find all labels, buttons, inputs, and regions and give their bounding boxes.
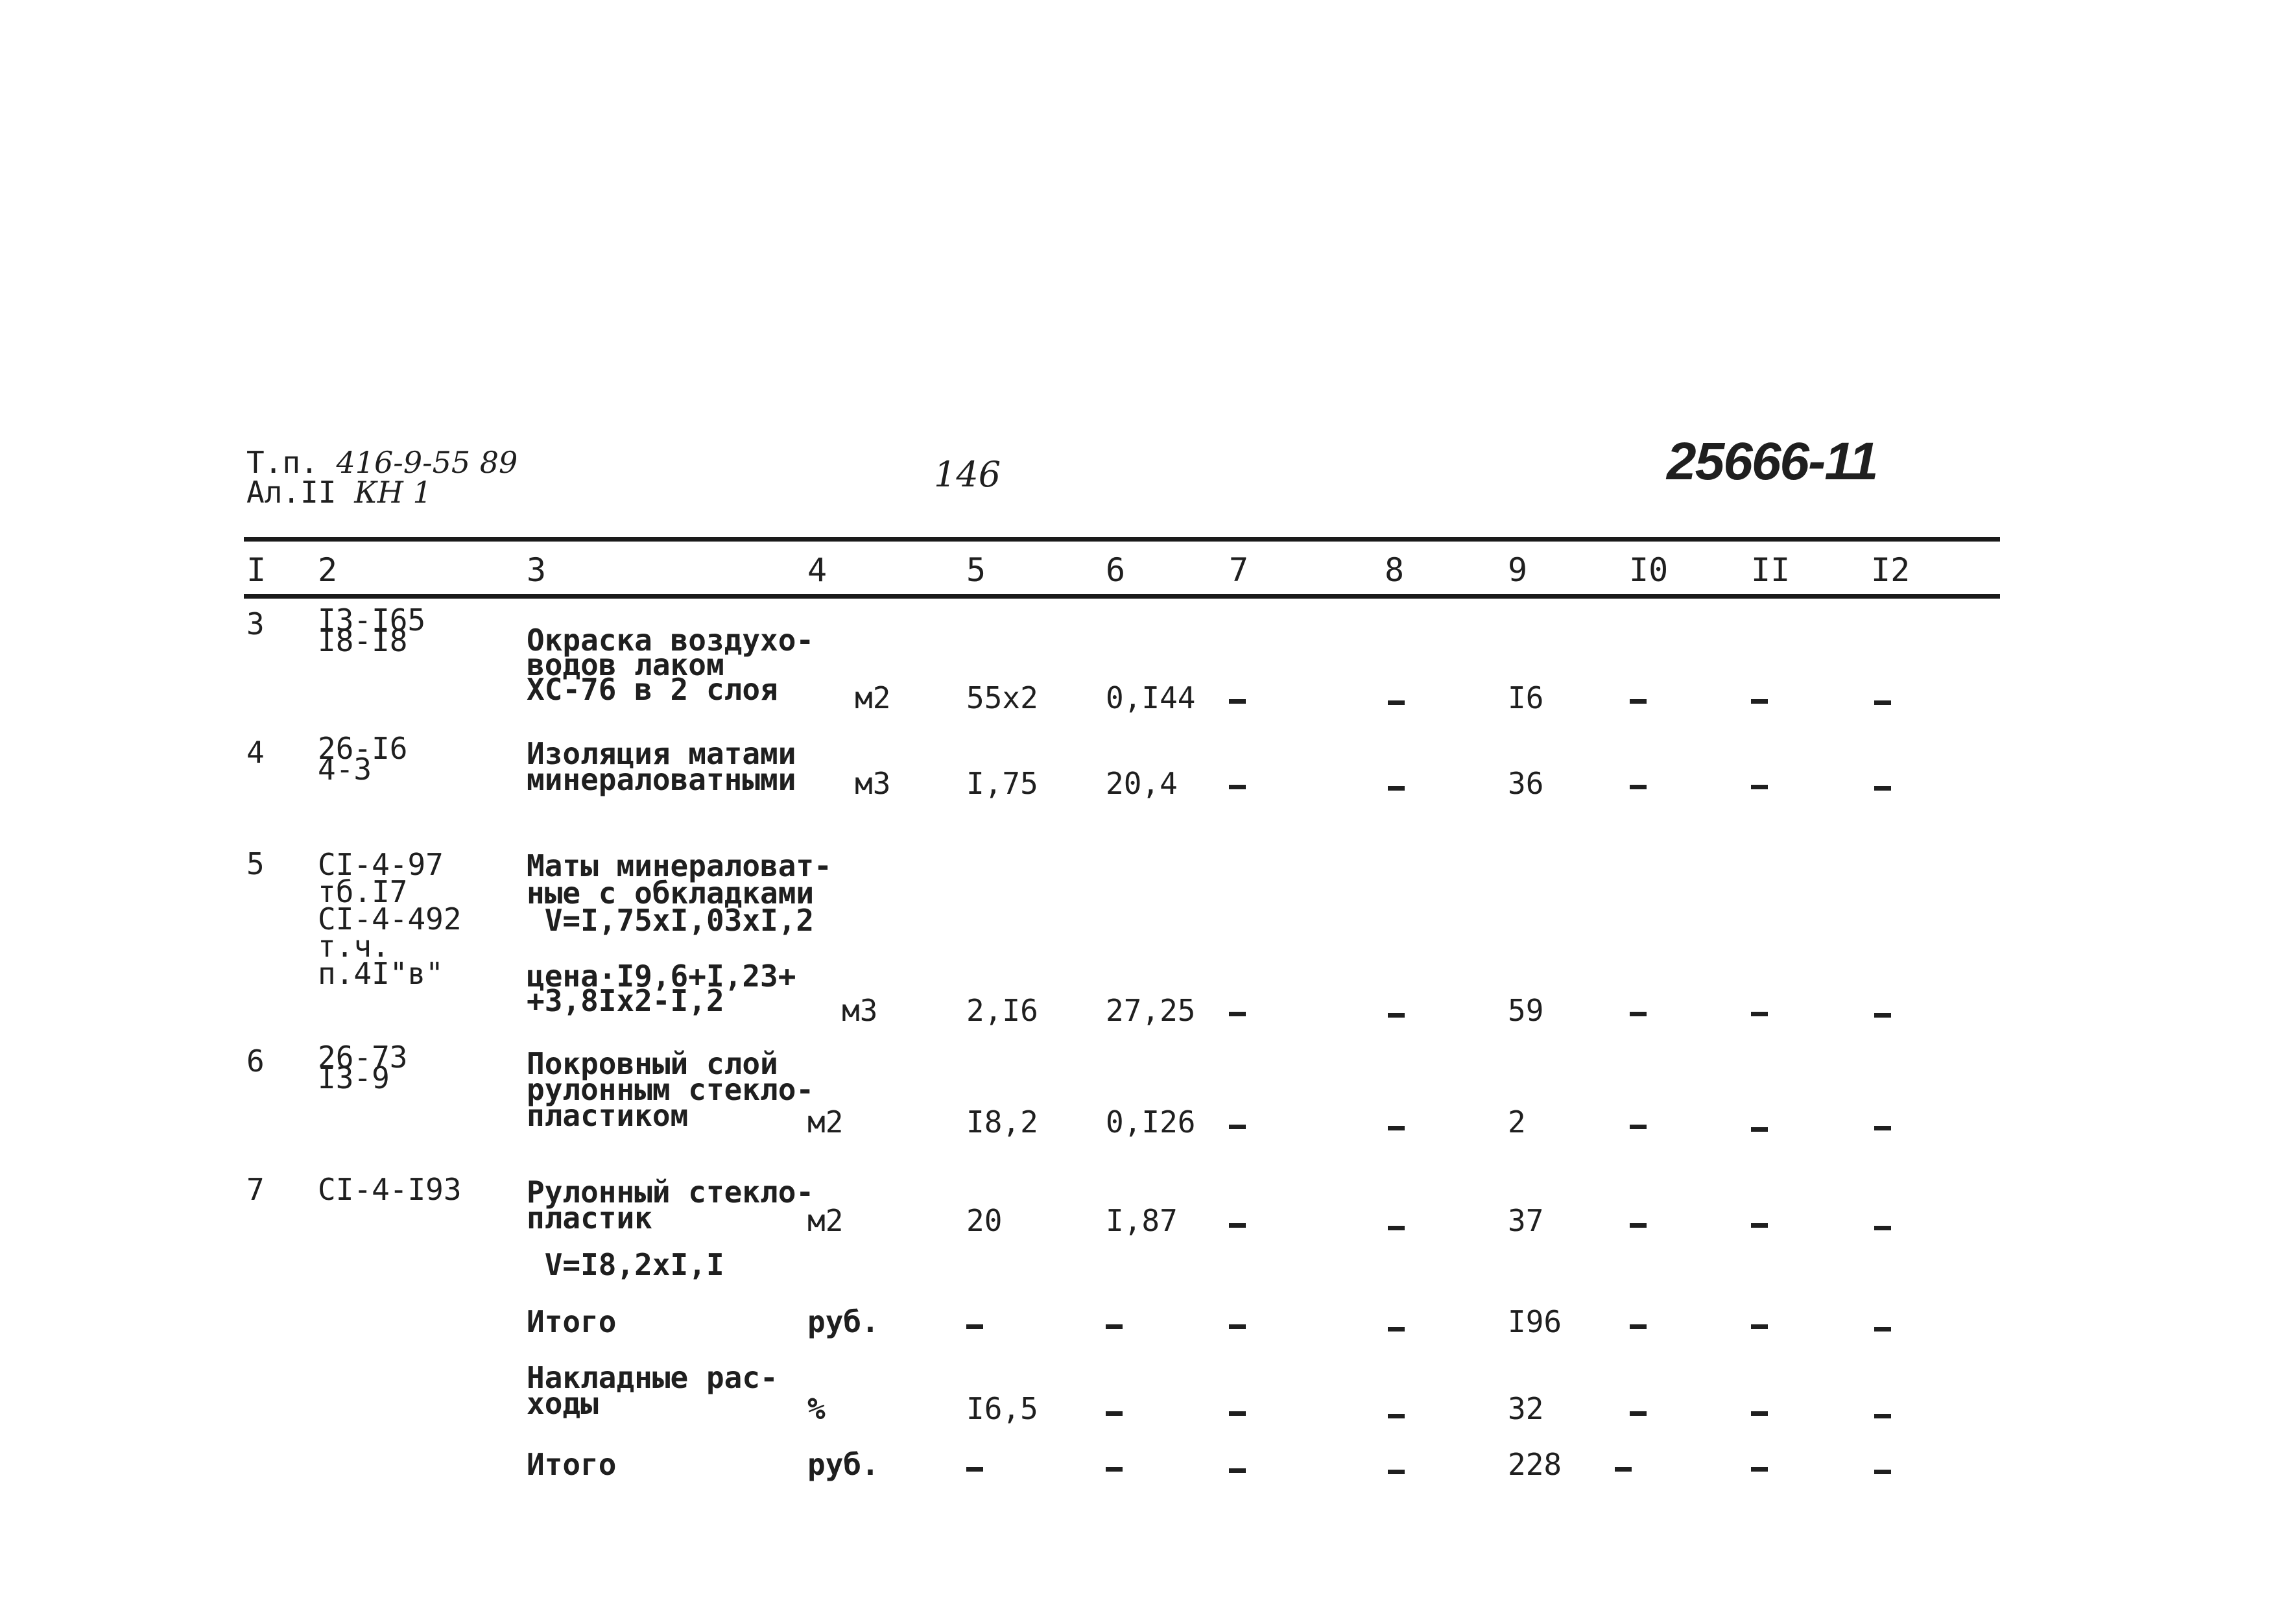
row-cost: 2 [1508, 1105, 1526, 1140]
column-number-12: I2 [1871, 551, 1911, 589]
dash-col11 [1751, 1127, 1768, 1132]
row-unit-price: 27,25 [1106, 993, 1196, 1028]
row-cost: I6 [1508, 680, 1544, 715]
total-label: Итого [527, 1304, 617, 1339]
document-number: 25666-11 [1667, 432, 1877, 491]
dash-col12 [1874, 1414, 1891, 1418]
column-number-8: 8 [1385, 551, 1405, 589]
dash-col5 [966, 1467, 983, 1472]
dash-col5 [966, 1324, 983, 1329]
row-code: CI-4-I93 [318, 1172, 462, 1207]
row-unit: м2 [807, 1105, 844, 1140]
row-number: 7 [246, 1172, 265, 1207]
dash-col10 [1615, 1467, 1632, 1472]
dash-col10 [1630, 699, 1647, 704]
page-number: 146 [934, 454, 1001, 495]
row-quantity: 55х2 [966, 680, 1038, 715]
dash-col10 [1630, 1125, 1647, 1129]
header-left-line1 [246, 445, 518, 480]
header-series-handwritten: 416-9-55 89 [336, 445, 518, 480]
dash-col11 [1751, 1411, 1768, 1416]
table-header-rule [244, 594, 2000, 599]
column-number-9: 9 [1508, 551, 1528, 589]
dash-col6 [1106, 1467, 1123, 1472]
total-label: Итого [527, 1447, 617, 1482]
row-number: 5 [246, 846, 265, 881]
row-unit: м2 [855, 680, 891, 715]
dash-col6 [1106, 1411, 1123, 1416]
column-number-5: 5 [966, 551, 986, 589]
dash-col7 [1229, 1324, 1246, 1329]
dash-col12 [1874, 1226, 1891, 1230]
row-description: Рулонный стекло- пластик [527, 1175, 815, 1236]
dash-col7 [1229, 1223, 1246, 1228]
row-number: 3 [246, 606, 265, 641]
header-left-block [246, 445, 518, 510]
column-number-10: I0 [1629, 551, 1669, 589]
row-unit-price: I,87 [1106, 1203, 1178, 1238]
dash-col8 [1388, 1126, 1405, 1130]
dash-col11 [1751, 1012, 1768, 1016]
total-unit: руб. [807, 1304, 879, 1339]
dash-col11 [1751, 1223, 1768, 1228]
column-number-2: 2 [318, 551, 338, 589]
row-unit: м2 [807, 1203, 844, 1238]
row-price-formula: цена·I9,6+I,23+ +3,8Iх2-I,2 [527, 959, 796, 1018]
row-unit-price: 0,I26 [1106, 1105, 1196, 1140]
dash-col12 [1874, 1013, 1891, 1018]
dash-col10 [1630, 1012, 1647, 1016]
total-cost: 32 [1508, 1391, 1544, 1426]
dash-col7 [1229, 699, 1246, 704]
row-unit-price: 20,4 [1106, 766, 1178, 801]
table-top-rule [244, 537, 2000, 542]
dash-col7 [1229, 1125, 1246, 1129]
dash-col7 [1229, 1012, 1246, 1016]
dash-col8 [1388, 1013, 1405, 1018]
total-label: Накладные рас- ходы [527, 1360, 778, 1421]
column-number-4: 4 [807, 551, 827, 589]
dash-col8 [1388, 1327, 1405, 1331]
total-cost: I96 [1508, 1304, 1562, 1339]
row-unit: м3 [855, 766, 891, 801]
dash-col12 [1874, 700, 1891, 705]
row-description: Изоляция матами минераловатными [527, 736, 796, 797]
total-unit: % [807, 1391, 826, 1426]
row-quantity: I,75 [966, 766, 1038, 801]
dash-col12 [1874, 1327, 1891, 1331]
dash-col6 [1106, 1324, 1123, 1329]
column-number-6: 6 [1106, 551, 1126, 589]
row-unit-price: 0,I44 [1106, 680, 1196, 715]
dash-col12 [1874, 1470, 1891, 1474]
row-code: CI-4-97 тб.I7 CI-4-492 т.ч. п.4I"в" [318, 847, 462, 991]
column-number-11: II [1751, 551, 1791, 589]
row-quantity: 2,I6 [966, 993, 1038, 1028]
dash-col11 [1751, 1467, 1768, 1472]
row-description: Маты минераловат- ные с обкладками V=I,75хI,03хI,2 [527, 848, 832, 938]
column-number-7: 7 [1229, 551, 1249, 589]
header-album-prefix: Ал.II [246, 475, 337, 510]
dash-col8 [1388, 1226, 1405, 1230]
row-description: Окраска воздухо- водов лаком ХС-76 в 2 слоя [527, 623, 815, 707]
dash-col8 [1388, 1470, 1405, 1474]
row-number: 6 [246, 1044, 265, 1079]
dash-col10 [1630, 1223, 1647, 1228]
dash-col10 [1630, 1324, 1647, 1329]
dash-col7 [1229, 1411, 1246, 1416]
row-quantity: I8,2 [966, 1105, 1038, 1140]
row-number: 4 [246, 735, 265, 770]
dash-col10 [1630, 1411, 1647, 1416]
row-cost: 36 [1508, 766, 1544, 801]
total-quantity: I6,5 [966, 1391, 1038, 1426]
row-code: 26-I6 4-3 [318, 731, 408, 787]
row-description: Покровный слой рулонным стекло- пластиком [527, 1046, 815, 1133]
row-cost: 59 [1508, 993, 1544, 1028]
row-code: I3-I65 I8-I8 [318, 603, 426, 658]
header-series-prefix: Т.п. [246, 445, 318, 480]
row-unit: м3 [842, 993, 878, 1028]
dash-col11 [1751, 785, 1768, 789]
dash-col7 [1229, 785, 1246, 789]
column-number-1: I [246, 551, 267, 589]
header-album-handwritten: КН 1 [354, 475, 432, 510]
dash-col11 [1751, 699, 1768, 704]
dash-col12 [1874, 786, 1891, 791]
total-unit: руб. [807, 1447, 879, 1482]
row-volume-formula: V=I8,2хI,I [527, 1247, 724, 1282]
header-left-line2 [246, 475, 518, 510]
dash-col10 [1630, 785, 1647, 789]
row-quantity: 20 [966, 1203, 1003, 1238]
dash-col8 [1388, 786, 1405, 791]
dash-col8 [1388, 700, 1405, 705]
column-number-3: 3 [527, 551, 547, 589]
dash-col7 [1229, 1468, 1246, 1473]
dash-col8 [1388, 1414, 1405, 1418]
row-code: 26-73 I3-9 [318, 1040, 408, 1095]
dash-col12 [1874, 1126, 1891, 1130]
dash-col11 [1751, 1324, 1768, 1329]
row-cost: 37 [1508, 1203, 1544, 1238]
total-cost: 228 [1508, 1447, 1562, 1482]
